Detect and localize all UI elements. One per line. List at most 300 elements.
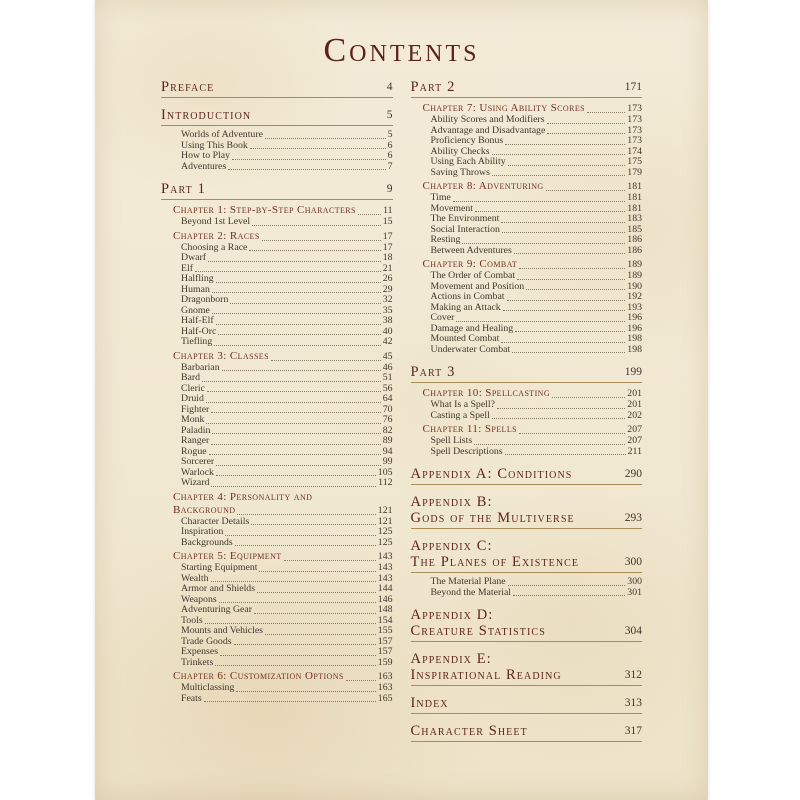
page-number: 6: [387, 150, 393, 161]
entry-label: What Is a Spell?: [430, 399, 495, 410]
toc-entry: [181, 426, 393, 437]
page-number: 21: [382, 262, 393, 274]
page-number: 143: [377, 562, 393, 573]
dotted-leader: [262, 240, 381, 241]
toc-part-heading: [411, 723, 643, 742]
page-number: 17: [382, 241, 393, 253]
entry-label: The Environment: [430, 213, 500, 224]
entry-label: Gnome: [181, 304, 210, 316]
dotted-leader: [547, 123, 626, 124]
entry-label: Cleric: [181, 382, 205, 394]
dotted-leader: [512, 352, 625, 353]
page-number: 82: [382, 424, 393, 436]
entry-label: Human: [181, 283, 210, 295]
page-number: 304: [624, 625, 642, 637]
dotted-leader: [508, 165, 626, 166]
toc-entry: [181, 327, 393, 338]
page-number: 35: [382, 304, 393, 316]
toc-part-heading: [411, 466, 643, 485]
entry-label: Worlds of Adventure: [181, 129, 263, 140]
page-number: 173: [627, 103, 642, 114]
entry-label: Proficiency Bonus: [430, 135, 504, 146]
toc-entry: [181, 683, 393, 694]
page-number: 17: [382, 230, 393, 242]
page-number: 125: [377, 526, 393, 537]
entry-label: Chapter 5: Equipment: [173, 550, 282, 562]
page-number: 198: [627, 333, 642, 344]
entry-label: Appendix A: Conditions: [410, 466, 573, 482]
page-number: 6: [387, 139, 393, 151]
toc-entry: [431, 115, 643, 126]
page-number: 173: [627, 114, 642, 125]
entry-label: Part 2: [410, 79, 456, 95]
dotted-leader: [211, 444, 380, 445]
page-number: 198: [627, 343, 642, 355]
dotted-leader: [251, 524, 376, 525]
dotted-leader: [514, 253, 625, 254]
toc-entry: [181, 538, 393, 549]
entry-label: Chapter 8: Adventuring: [422, 180, 544, 192]
entry-label: Choosing a Race: [181, 241, 248, 253]
toc-entry: [181, 478, 393, 489]
toc-entry: [181, 584, 393, 595]
toc-part-heading-line2: [411, 554, 643, 573]
toc-part-heading-line1: [411, 607, 643, 623]
page-number: 185: [627, 223, 642, 235]
dotted-leader: [492, 154, 626, 155]
page-number: 293: [624, 512, 642, 524]
entry-label: Backgrounds: [181, 536, 233, 548]
entry-label: Between Adventures: [430, 244, 512, 256]
page-number: 125: [377, 536, 393, 548]
dotted-leader: [225, 535, 375, 536]
page-number: 146: [377, 593, 393, 605]
dotted-leader: [230, 303, 380, 304]
page-number: 56: [382, 382, 393, 394]
dotted-leader: [214, 345, 380, 346]
toc-entry: [181, 337, 393, 348]
page-number: 201: [627, 388, 642, 399]
entry-label: Chapter 7: Using Ability Scores: [422, 102, 585, 114]
dotted-leader: [205, 623, 376, 624]
dotted-leader: [547, 133, 625, 134]
entry-label: Ability Scores and Modifiers: [430, 114, 545, 125]
page-number: 181: [627, 181, 642, 192]
entry-label: Expenses: [181, 646, 219, 657]
entry-label: Starting Equipment: [181, 562, 258, 573]
page-number: 29: [382, 283, 393, 295]
dotted-leader: [265, 634, 376, 635]
entry-label: Trinkets: [181, 656, 214, 668]
page-number: 26: [382, 273, 393, 284]
entry-label: Index: [410, 695, 449, 711]
toc-part-heading-line1: [411, 538, 643, 554]
entry-label: Tiefling: [181, 336, 213, 347]
toc-part-heading-line2: [411, 667, 643, 686]
dotted-leader: [206, 402, 381, 403]
entry-label: Chapter 11: Spells: [422, 423, 517, 435]
entry-label: Half-Orc: [181, 325, 217, 337]
entry-label: Chapter 3: Classes: [173, 349, 269, 362]
page-number: 70: [382, 403, 393, 415]
entry-label: Multiclassing: [181, 682, 235, 693]
page-number: 5: [386, 109, 393, 121]
dotted-leader: [492, 175, 625, 176]
dotted-leader: [453, 201, 625, 202]
page-number: 181: [627, 192, 642, 203]
toc-entry: [181, 253, 393, 264]
entry-label: Paladin: [181, 424, 211, 436]
entry-label: Appendix E:: [410, 651, 492, 667]
entry-label: Creature Statistics: [410, 623, 546, 639]
toc-entry: [431, 246, 643, 257]
dotted-leader: [526, 289, 625, 290]
page-number: 183: [627, 213, 642, 224]
dotted-leader: [237, 514, 375, 515]
entry-label: Beyond 1st Level: [181, 216, 251, 227]
entry-label: Chapter 2: Races: [173, 229, 260, 242]
toc-entry: [431, 214, 643, 225]
contents-title: Contents: [323, 32, 480, 69]
page-number: 163: [377, 671, 393, 682]
toc-entry: [181, 694, 393, 705]
dotted-leader: [456, 321, 625, 322]
entry-label: Spell Descriptions: [430, 445, 503, 457]
dotted-leader: [232, 159, 386, 160]
entry-label: Character Sheet: [410, 723, 528, 739]
toc-entry: [431, 292, 643, 303]
entry-label: Dwarf: [181, 252, 207, 263]
dotted-leader: [552, 397, 625, 398]
entry-label: Movement: [430, 202, 473, 214]
dotted-leader: [254, 613, 376, 614]
dotted-leader: [505, 454, 626, 455]
toc-entry: [181, 436, 393, 447]
entry-label: Chapter 6: Customization Options: [173, 670, 344, 682]
entry-label: Part 1: [161, 181, 206, 197]
toc-part-heading: [411, 79, 643, 98]
page-number: 189: [627, 259, 642, 270]
entry-label: Armor and Shields: [181, 583, 256, 594]
page-number: 40: [382, 325, 393, 337]
toc-entry: [431, 136, 643, 147]
toc-part-heading-line1: [411, 651, 643, 667]
entry-label: Casting a Spell: [430, 409, 490, 421]
toc-entry: [181, 162, 393, 173]
page-number: 76: [382, 414, 393, 425]
dotted-leader: [513, 595, 625, 596]
dotted-leader: [505, 144, 625, 145]
entry-label: Underwater Combat: [430, 343, 511, 355]
toc-entry: [431, 271, 643, 282]
page-number: 99: [382, 456, 393, 467]
entry-label: Warlock: [181, 466, 214, 478]
entry-label: Movement and Position: [430, 280, 525, 292]
entry-label: Background: [173, 503, 236, 516]
toc-entry: [181, 243, 393, 254]
dotted-leader: [216, 475, 376, 476]
dotted-leader: [235, 545, 376, 546]
page-number: 143: [377, 551, 393, 562]
entry-label: The Material Plane: [430, 576, 506, 587]
toc-entry: [181, 563, 393, 574]
entry-label: Wealth: [181, 572, 209, 584]
toc-columns: [161, 79, 642, 746]
dotted-leader: [284, 560, 376, 561]
entry-label: Elf: [181, 262, 193, 274]
entry-label: Dragonborn: [181, 294, 229, 305]
dotted-leader: [206, 423, 380, 424]
entry-label: Ability Checks: [430, 145, 490, 157]
toc-entry: [181, 415, 393, 426]
page-number: 143: [377, 572, 393, 584]
toc-entry: [181, 130, 393, 141]
page-number: 173: [627, 135, 642, 146]
toc-part-heading-line1: [411, 494, 643, 510]
dotted-leader: [474, 444, 625, 445]
toc-entry: [431, 588, 643, 599]
dotted-leader: [502, 232, 625, 233]
page-number: 173: [627, 124, 642, 136]
page-number: 148: [377, 604, 393, 615]
dotted-leader: [207, 391, 381, 392]
page-number: 181: [627, 202, 642, 214]
page-number: 171: [624, 81, 642, 93]
toc-entry: [181, 468, 393, 479]
dotted-leader: [220, 655, 376, 656]
page-number: 317: [624, 725, 642, 737]
dotted-leader: [271, 360, 381, 361]
toc-entry: [431, 577, 643, 588]
dotted-leader: [519, 268, 625, 269]
page-number: 157: [377, 646, 393, 657]
dotted-leader: [501, 342, 625, 343]
entry-label: Chapter 4: Personality and: [173, 490, 313, 503]
entry-label: Actions in Combat: [430, 291, 505, 302]
toc-entry: [181, 363, 393, 374]
page-number: 300: [627, 576, 642, 587]
page-number: 159: [377, 656, 393, 668]
dotted-leader: [222, 370, 381, 371]
toc-chapter-heading: [173, 230, 393, 243]
entry-label: Using Each Ability: [430, 156, 506, 167]
dotted-leader: [546, 190, 626, 191]
page-number: 165: [377, 692, 393, 704]
dotted-leader: [202, 381, 381, 382]
entry-label: How to Play: [181, 150, 230, 161]
page-number: 4: [386, 81, 393, 93]
dotted-leader: [587, 112, 625, 113]
dotted-leader: [211, 486, 376, 487]
page-number: 196: [627, 322, 642, 334]
toc-entry: [181, 647, 393, 658]
page-number: 163: [377, 682, 393, 693]
page-number: 121: [377, 515, 393, 527]
entry-label: Mounted Combat: [430, 333, 500, 344]
dotted-leader: [215, 665, 375, 666]
dotted-leader: [358, 214, 381, 215]
page-number: 157: [377, 635, 393, 647]
toc-entry: [181, 658, 393, 669]
dotted-leader: [216, 465, 381, 466]
page-number: 301: [627, 586, 642, 598]
toc-entry: [181, 527, 393, 538]
entry-label: Chapter 10: Spellcasting: [422, 387, 551, 399]
entry-label: The Order of Combat: [430, 270, 516, 281]
entry-label: Appendix D:: [410, 607, 494, 623]
toc-part-heading: [161, 181, 393, 200]
entry-label: Rogue: [181, 445, 207, 457]
dotted-leader: [501, 222, 625, 223]
toc-part-heading: [411, 695, 643, 714]
entry-label: Saving Throws: [430, 166, 490, 178]
page-number: 11: [383, 205, 393, 216]
toc-entry: [431, 411, 643, 422]
page-number: 46: [382, 361, 393, 373]
entry-label: Making an Attack: [430, 301, 501, 313]
page-number: 201: [627, 399, 642, 410]
dotted-leader: [211, 412, 380, 413]
dotted-leader: [462, 243, 625, 244]
page-number: 45: [382, 350, 393, 362]
page-number: 190: [627, 280, 642, 292]
toc-part-heading: [411, 364, 643, 383]
dotted-leader: [216, 282, 381, 283]
toc-chapter-heading: [423, 180, 643, 193]
toc-entry: [181, 316, 393, 327]
entry-label: Advantage and Disadvantage: [430, 124, 546, 136]
entry-label: Wizard: [181, 477, 210, 488]
dotted-leader: [236, 691, 375, 692]
page-number: 144: [377, 583, 393, 594]
page-number: 175: [627, 156, 642, 167]
toc-entry: [431, 168, 643, 179]
page-number: 192: [627, 291, 642, 302]
dotted-leader: [497, 408, 625, 409]
entry-label: The Planes of Existence: [410, 554, 580, 570]
dotted-leader: [249, 250, 380, 251]
dotted-leader: [234, 644, 376, 645]
toc-entry: [181, 384, 393, 395]
entry-label: Druid: [181, 393, 204, 404]
page-number: 5: [387, 129, 393, 140]
toc-entry: [431, 303, 643, 314]
dotted-leader: [517, 279, 625, 280]
toc-entry: [181, 626, 393, 637]
entry-label: Using This Book: [181, 139, 248, 151]
page-number: 312: [624, 669, 642, 681]
page-number: 155: [377, 625, 393, 636]
toc-entry: [431, 193, 643, 204]
toc-part-heading-line2: [411, 510, 643, 529]
page-number: 300: [624, 556, 642, 568]
dotted-leader: [250, 148, 386, 149]
page-number: 38: [382, 315, 393, 326]
page-number: 179: [627, 166, 642, 178]
toc-part-heading: [161, 79, 393, 98]
page-number: 202: [627, 409, 642, 421]
dotted-leader: [508, 585, 626, 586]
entry-label: Half-Elf: [181, 315, 214, 326]
dotted-leader: [211, 581, 376, 582]
toc-entry: [181, 217, 393, 228]
dotted-leader: [507, 300, 626, 301]
toc-entry: [181, 151, 393, 162]
page-number: 196: [627, 312, 642, 323]
page-number: 174: [627, 145, 642, 157]
entry-label: Fighter: [181, 403, 210, 415]
page-number: 64: [382, 393, 393, 404]
entry-label: Appendix C:: [410, 538, 493, 554]
toc-entry: [431, 225, 643, 236]
page-number: 211: [627, 445, 642, 457]
entry-label: Weapons: [181, 593, 217, 605]
toc-entry: [431, 334, 643, 345]
page-number: 199: [624, 366, 642, 378]
entry-label: Sorcerer: [181, 456, 215, 467]
entry-label: Monk: [181, 414, 205, 425]
entry-label: Chapter 1: Step-by-Step Characters: [173, 204, 356, 216]
entry-label: Tools: [181, 614, 203, 626]
entry-label: Inspirational Reading: [410, 667, 562, 683]
entry-label: Damage and Healing: [430, 322, 514, 334]
toc-entry: [181, 394, 393, 405]
dotted-leader: [346, 680, 376, 681]
page-number: 105: [377, 466, 393, 478]
entry-label: Resting: [430, 234, 461, 245]
dotted-leader: [209, 454, 381, 455]
page-number: 7: [387, 160, 393, 172]
toc-column-right: [411, 79, 643, 746]
toc-entry: [181, 405, 393, 416]
entry-label: Part 3: [410, 364, 456, 380]
toc-entry: [431, 157, 643, 168]
dotted-leader: [204, 701, 376, 702]
toc-entry: [431, 447, 643, 458]
entry-label: Inspiration: [181, 526, 224, 537]
dotted-leader: [219, 602, 376, 603]
entry-label: Ranger: [181, 435, 210, 446]
page-number: 89: [382, 435, 393, 446]
toc-part-heading-line2: [411, 623, 643, 642]
toc-chapter-heading-line2: [173, 504, 393, 517]
page-number: 51: [382, 372, 393, 383]
entry-label: Feats: [181, 692, 202, 704]
page-number: 9: [386, 183, 393, 195]
entry-label: Gods of the Multiverse: [410, 510, 575, 526]
dotted-leader: [475, 211, 625, 212]
entry-label: Barbarian: [181, 361, 220, 373]
toc-chapter-heading-line1: [173, 491, 393, 504]
dotted-leader: [492, 418, 625, 419]
toc-entry: [431, 436, 643, 447]
entry-label: Appendix B:: [410, 494, 493, 510]
dotted-leader: [257, 592, 376, 593]
entry-label: Adventures: [181, 160, 227, 172]
entry-label: Cover: [430, 312, 455, 323]
toc-entry: [431, 313, 643, 324]
dotted-leader: [212, 292, 381, 293]
dotted-leader: [515, 331, 625, 332]
toc-entry: [181, 274, 393, 285]
page-number: 189: [627, 270, 642, 281]
page-number: 186: [627, 244, 642, 256]
toc-column-left: [161, 79, 393, 746]
entry-label: Beyond the Material: [430, 586, 512, 598]
dotted-leader: [212, 313, 381, 314]
page-number: 193: [627, 301, 642, 313]
page-number: 154: [377, 614, 393, 626]
